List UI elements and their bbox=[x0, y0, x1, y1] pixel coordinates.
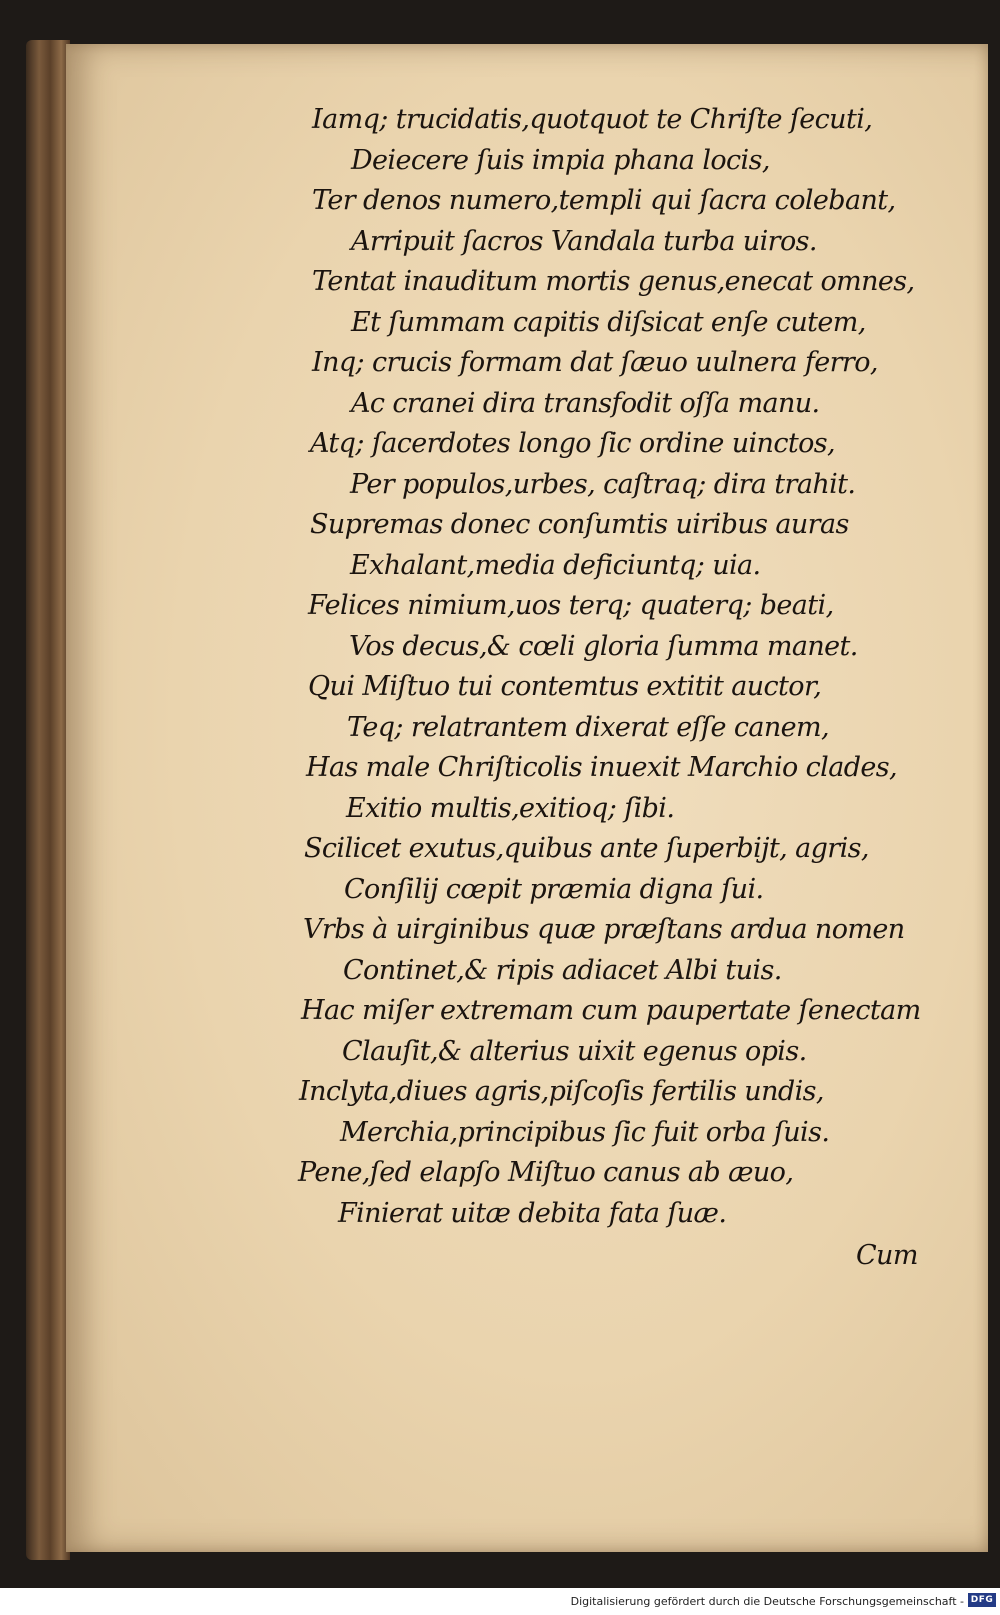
verse-line: Conſilij cœpit præmia digna ſui. bbox=[344, 874, 764, 905]
verse-line: Ac cranei dira transfodit oſſa manu. bbox=[351, 388, 820, 419]
verse-line: Continet,& ripis adiacet Albi tuis. bbox=[343, 955, 782, 986]
verse-line: Tentat inauditum mortis genus,enecat omnes, bbox=[312, 266, 915, 297]
verse-line: Has male Chriſticolis inuexit Marchio clades, bbox=[306, 752, 898, 783]
verse-line: Exhalant,media deficiuntq; uia. bbox=[350, 550, 761, 581]
verse-line: Inclyta,diues agris,piſcoſis fertilis undis, bbox=[299, 1076, 824, 1107]
verse-line: Pene,ſed elapſo Miſtuo canus ab æuo, bbox=[298, 1157, 794, 1188]
book-edge bbox=[26, 40, 70, 1560]
footer-credit: Digitalisierung gefördert durch die Deutsche Forschungsgemeinschaft - bbox=[570, 1595, 964, 1608]
verse-line: Vrbs à uirginibus quæ præſtans ardua nomen bbox=[303, 914, 905, 945]
verse-line: Per populos,urbes, caſtraq; dira trahit. bbox=[350, 469, 856, 500]
verse-line: Arripuit ſacros Vandala turba uiros. bbox=[351, 226, 817, 257]
digitization-footer bbox=[0, 1588, 1000, 1615]
verse-line: Hac miſer extremam cum paupertate ſenectam bbox=[301, 995, 921, 1026]
verse-line: Iamq; trucidatis,quotquot te Chriſte ſecuti, bbox=[312, 104, 873, 135]
verse-line: Scilicet exutus,quibus ante ſuperbijt, agris, bbox=[304, 833, 869, 864]
dfg-logo: DFG bbox=[968, 1593, 996, 1607]
verse-line: Et ſummam capitis diſsicat enſe cutem, bbox=[351, 307, 866, 338]
verse-line: Vos decus,& cœli gloria ſumma manet. bbox=[349, 631, 858, 662]
verse-line: Qui Miſtuo tui contemtus extitit auctor, bbox=[308, 671, 822, 702]
verse-line: Finierat uitæ debita fata ſuæ. bbox=[338, 1198, 727, 1229]
verse-line: Deiecere ſuis impia phana locis, bbox=[351, 145, 770, 176]
verse-line: Ter denos numero,templi qui ſacra colebant, bbox=[312, 185, 896, 216]
verse-line: Felices nimium,uos terq; quaterq; beati, bbox=[308, 590, 834, 621]
verse-line: Clauſit,& alterius uixit egenus opis. bbox=[342, 1036, 807, 1067]
verse-line: Teq; relatrantem dixerat eſſe canem, bbox=[347, 712, 829, 743]
verse-line: Supremas donec conſumtis uiribus auras bbox=[310, 509, 849, 540]
verse-line: Exitio multis,exitioq; ſibi. bbox=[346, 793, 675, 824]
verse-line: Atq; ſacerdotes longo ſic ordine uinctos, bbox=[310, 428, 835, 459]
catchword: Cum bbox=[856, 1240, 918, 1271]
book-page bbox=[66, 44, 988, 1552]
verse-line: Inq; crucis formam dat ſæuo uulnera ferro, bbox=[312, 347, 878, 378]
verse-line: Merchia,principibus ſic fuit orba ſuis. bbox=[340, 1117, 830, 1148]
